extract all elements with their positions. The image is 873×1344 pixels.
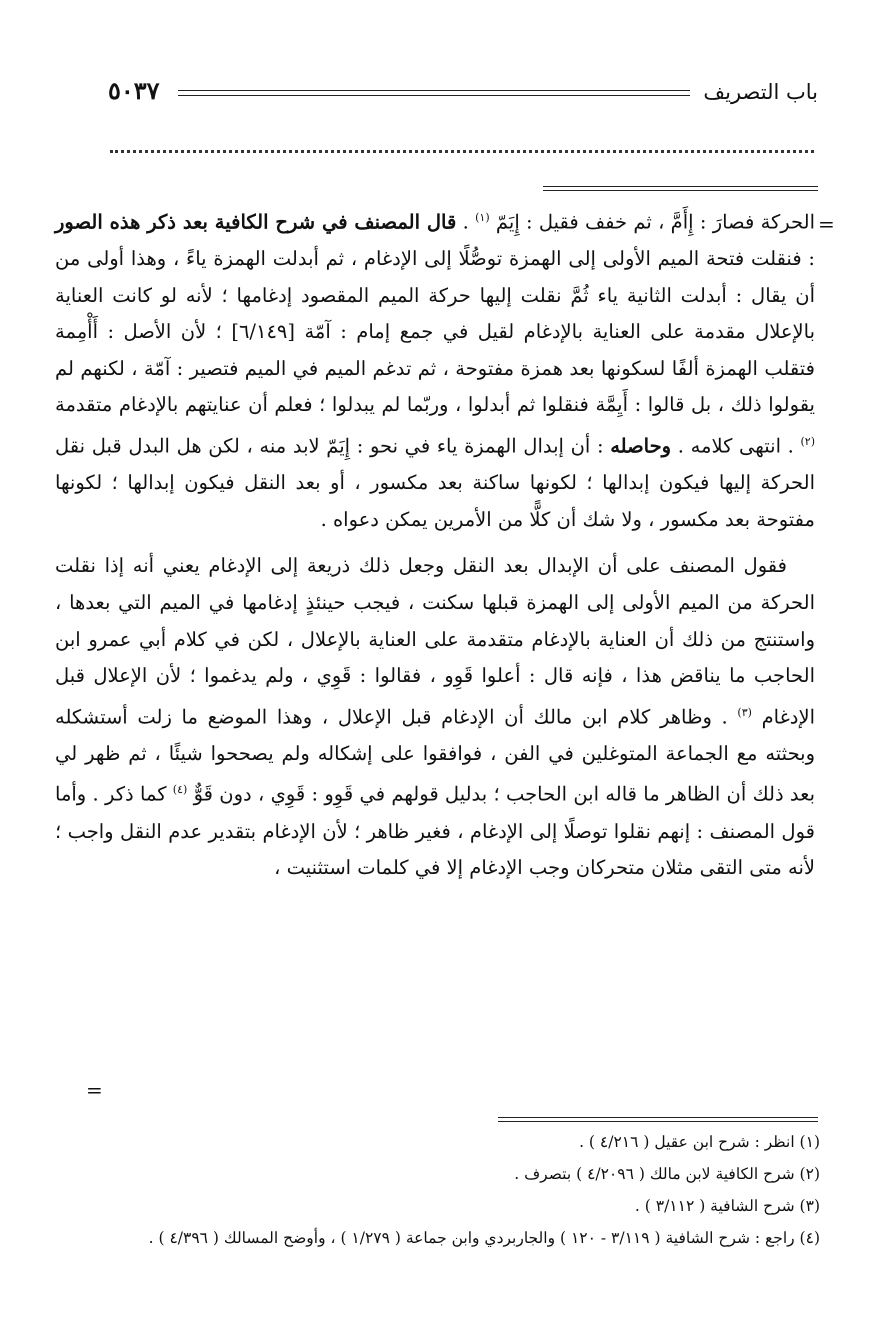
bold-phrase: وحاصله — [610, 434, 672, 458]
footnotes — [55, 1126, 820, 1254]
text-run: فقول المصنف على أن الإبدال بعد النقل وجعل ذلك ذريعة إلى الإدغام يعني أنه إذا نقلت الحركة من الميم الأولى إلى الهمزة قبلها سكنت ، فيجب حينئذٍ إدغامها في الميم التي بعدها ، واستنتج من ذلك أن العناية بالإدغام متقدمة على العناية بالإعلال ، لكن في كلام أبي عمرو ابن الحاجب ما يناقض هذا ، فإنه قال : أعلوا قَوِو ، فقالوا : قَوِي ، ولم يدغموا ؛ لأن الإعلال قبل الإدغام — [55, 554, 815, 729]
paragraph — [55, 548, 815, 886]
footnote-ref[interactable]: (٢) — [800, 435, 815, 449]
text-run: . وظاهر كلام ابن مالك أن الإدغام قبل الإعلال ، وهذا الموضع ما زلت أستشكله وبحثته مع الجماعة المتوغلين في الفن ، فوافقوا على إشكاله ولم يصححوا شيئًا ، ثم ظهر لي بعد ذلك أن الظاهر ما قاله ابن الحاجب ؛ بدليل قولهم في قَوِو : قَوِي ، دون قَوٌّ — [55, 705, 815, 806]
page-number: ٥٠٣٧ — [108, 76, 160, 105]
footnote: (٢) شرح الكافية لابن مالك ( ٤/٢٠٩٦ ) بتصرف . — [514, 1165, 820, 1183]
text-run: : أن إبدال الهمزة ياء في نحو : إِيَمّ لابد منه ، لكن هل البدل قبل نقل الحركة إليها فيكون إبدالها ؛ لكونها ساكنة بعد مكسور ، أو بعد النقل فيكون إبدالها ؛ لكونها مفتوحة بعد مكسور ، ولا شك أن كلًّا من الأمرين يمكن دعواه . — [55, 434, 815, 531]
footnote: (١) انظر : شرح ابن عقيل ( ٤/٢١٦ ) . — [579, 1133, 820, 1151]
footnote-ref[interactable]: (٣) — [737, 705, 752, 719]
section-title: باب التصريف — [703, 80, 818, 104]
paragraph — [55, 200, 815, 538]
text-run: الحركة فصارَ : إِأَمَّ ، ثم خفف فقيل : إِيَمّ — [489, 210, 816, 234]
footnote: (٣) شرح الشافية ( ٣/١١٢ ) . — [634, 1197, 820, 1215]
continuation-rule — [543, 186, 818, 191]
footnote: (٤) راجع : شرح الشافية ( ٣/١١٩ - ١٢٠ ) والجاربردي وابن جماعة ( ١/٢٧٩ ) ، وأوضح المسالك ( ٤/٣٩٦ ) . — [148, 1229, 820, 1247]
footnote-ref[interactable]: (٤) — [172, 783, 188, 797]
running-header — [108, 78, 818, 108]
continuation-mark-top: = — [818, 212, 835, 236]
continuation-mark-bottom: = — [86, 1078, 103, 1102]
text-run: كما ذكر . وأما قول المصنف : إنهم نقلوا توصلًا إلى الإدغام ، فغير ظاهر ؛ لأن الإدغام بتقدير عدم النقل واجب ؛ لأنه متى التقى مثلان متحركان وجب الإدغام إلا في كلمات استثنيت ، — [55, 782, 815, 880]
bold-phrase: قال المصنف في شرح الكافية بعد ذكر هذه الصور — [55, 210, 457, 234]
dotted-separator — [110, 150, 814, 153]
footnote-rule — [498, 1117, 818, 1122]
main-text — [55, 200, 815, 887]
text-run: . — [456, 210, 476, 234]
footnote-ref[interactable]: (١) — [475, 211, 490, 224]
text-run: : فنقلت فتحة الميم الأولى إلى الهمزة توصُّلًا إلى الإدغام ، ثم أبدلت الهمزة ياءً ، وهذا أولى من أن يقال : أبدلت الثانية ياء ثُمَّ نقلت إليها حركة الميم المقصود إدغامها ؛ لأنه لو كانت العناية بالإعلال مقدمة على العناية بالإدغام لقيل في جمع إمام : آمّة [٦/١٤٩] ؛ لأن الأصل : أَأْمِمة فتقلب الهمزة ألفًا لسكونها بعد همزة مفتوحة ، ثم تدغم الميم في الميم فتصير : آمّة ، لكنهم لم يقولوا ذلك ، بل قالوا : أَيِمَّة فنقلوا ثم أبدلوا ، وربّما لم يبدلوا ؛ فعلم أن عنايتهم بالإدغام متقدمة — [55, 247, 816, 417]
header-double-rule — [178, 90, 690, 96]
text-run: . انتهى كلامه . — [671, 434, 801, 458]
